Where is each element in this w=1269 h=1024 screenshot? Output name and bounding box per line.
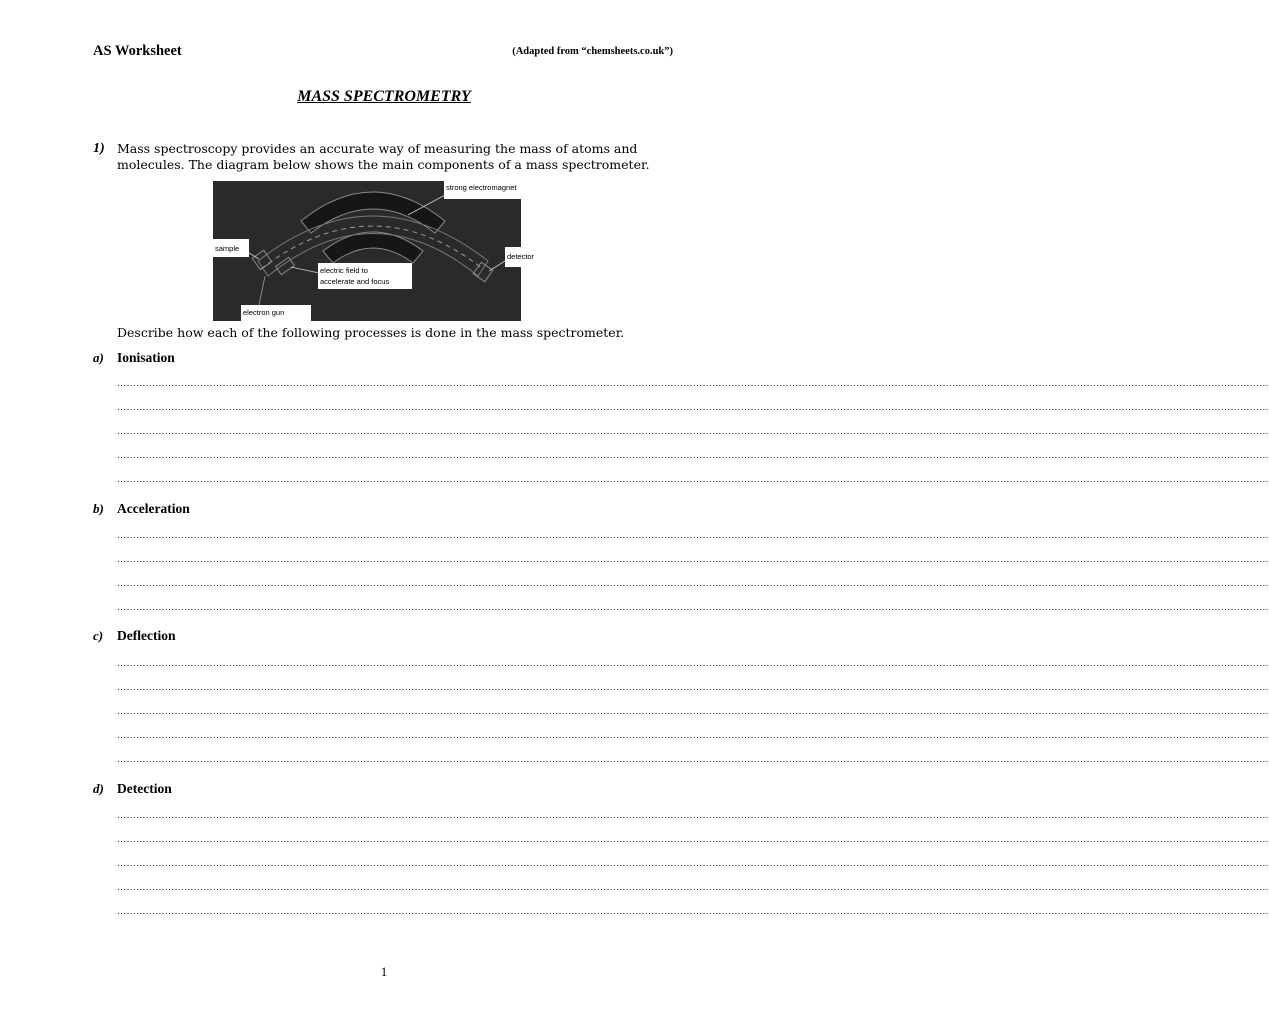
- answer-line[interactable]: ………………………………………………………………………………………………………………………………………………………………………………………………………………………………………………………………………………………………………………………………: [117, 858, 1269, 868]
- worksheet-header: AS Worksheet: [93, 43, 182, 59]
- page-number: 1: [380, 964, 388, 979]
- section-title-ionisation: Ionisation: [117, 350, 175, 365]
- detector-label: detector: [507, 252, 535, 261]
- section-letter-c: c): [93, 628, 104, 643]
- answer-line[interactable]: ………………………………………………………………………………………………………………………………………………………………………………………………………………………………………………………………………………………………………………………………: [117, 450, 1269, 460]
- instruction-text: Describe how each of the following processes is done in the mass spectrometer.: [117, 325, 625, 340]
- section-title-acceleration: Acceleration: [117, 501, 190, 516]
- field-label-line-2: accelerate and focus: [320, 277, 390, 286]
- answer-line[interactable]: ………………………………………………………………………………………………………………………………………………………………………………………………………………………………………………………………………………………………………………………………: [117, 474, 1269, 484]
- section-title-deflection: Deflection: [117, 628, 176, 643]
- section-letter-a: a): [93, 350, 104, 365]
- section-letter-b: b): [93, 501, 104, 516]
- answer-line[interactable]: ………………………………………………………………………………………………………………………………………………………………………………………………………………………………………………………………………………………………………………………………: [117, 834, 1269, 844]
- page-title: MASS SPECTROMETRY: [297, 88, 471, 105]
- answer-line[interactable]: ………………………………………………………………………………………………………………………………………………………………………………………………………………………………………………………………………………………………………………………………: [117, 402, 1269, 412]
- section-letter-d: d): [93, 781, 104, 796]
- answer-line[interactable]: ………………………………………………………………………………………………………………………………………………………………………………………………………………………………………………………………………………………………………………………………: [117, 554, 1269, 564]
- answer-line[interactable]: ………………………………………………………………………………………………………………………………………………………………………………………………………………………………………………………………………………………………………………………………: [117, 530, 1269, 540]
- answer-line[interactable]: ………………………………………………………………………………………………………………………………………………………………………………………………………………………………………………………………………………………………………………………………: [117, 754, 1269, 764]
- answer-line[interactable]: ………………………………………………………………………………………………………………………………………………………………………………………………………………………………………………………………………………………………………………………………: [117, 682, 1269, 692]
- answer-line[interactable]: ………………………………………………………………………………………………………………………………………………………………………………………………………………………………………………………………………………………………………………………………: [117, 602, 1269, 612]
- answer-line[interactable]: ………………………………………………………………………………………………………………………………………………………………………………………………………………………………………………………………………………………………………………………………: [117, 658, 1269, 668]
- magnet-label: strong electromagnet: [446, 183, 517, 192]
- answer-line[interactable]: ………………………………………………………………………………………………………………………………………………………………………………………………………………………………………………………………………………………………………………………………: [117, 378, 1269, 388]
- gun-label: electron gun: [243, 308, 285, 317]
- field-label-line-1: electric field to: [320, 266, 368, 275]
- question-intro: Mass spectroscopy provides an accurate way of measuring the mass of atoms and molecules. The diagram below shows the main components of a mass spectrometer.: [117, 141, 650, 172]
- mass-spectrometer-diagram: [213, 181, 535, 321]
- answer-line[interactable]: ………………………………………………………………………………………………………………………………………………………………………………………………………………………………………………………………………………………………………………………………: [117, 730, 1269, 740]
- answer-line[interactable]: ………………………………………………………………………………………………………………………………………………………………………………………………………………………………………………………………………………………………………………………………: [117, 906, 1269, 916]
- source-attribution: (Adapted from “chemsheets.co.uk”): [512, 46, 673, 57]
- answer-line[interactable]: ………………………………………………………………………………………………………………………………………………………………………………………………………………………………………………………………………………………………………………………………: [117, 426, 1269, 436]
- answer-line[interactable]: ………………………………………………………………………………………………………………………………………………………………………………………………………………………………………………………………………………………………………………………………: [117, 578, 1269, 588]
- answer-line[interactable]: ………………………………………………………………………………………………………………………………………………………………………………………………………………………………………………………………………………………………………………………………: [117, 706, 1269, 716]
- section-title-detection: Detection: [117, 781, 172, 796]
- question-number: 1): [93, 141, 105, 156]
- sample-label: sample: [215, 244, 240, 253]
- answer-line[interactable]: ………………………………………………………………………………………………………………………………………………………………………………………………………………………………………………………………………………………………………………………………: [117, 810, 1269, 820]
- answer-line[interactable]: ………………………………………………………………………………………………………………………………………………………………………………………………………………………………………………………………………………………………………………………………: [117, 882, 1269, 892]
